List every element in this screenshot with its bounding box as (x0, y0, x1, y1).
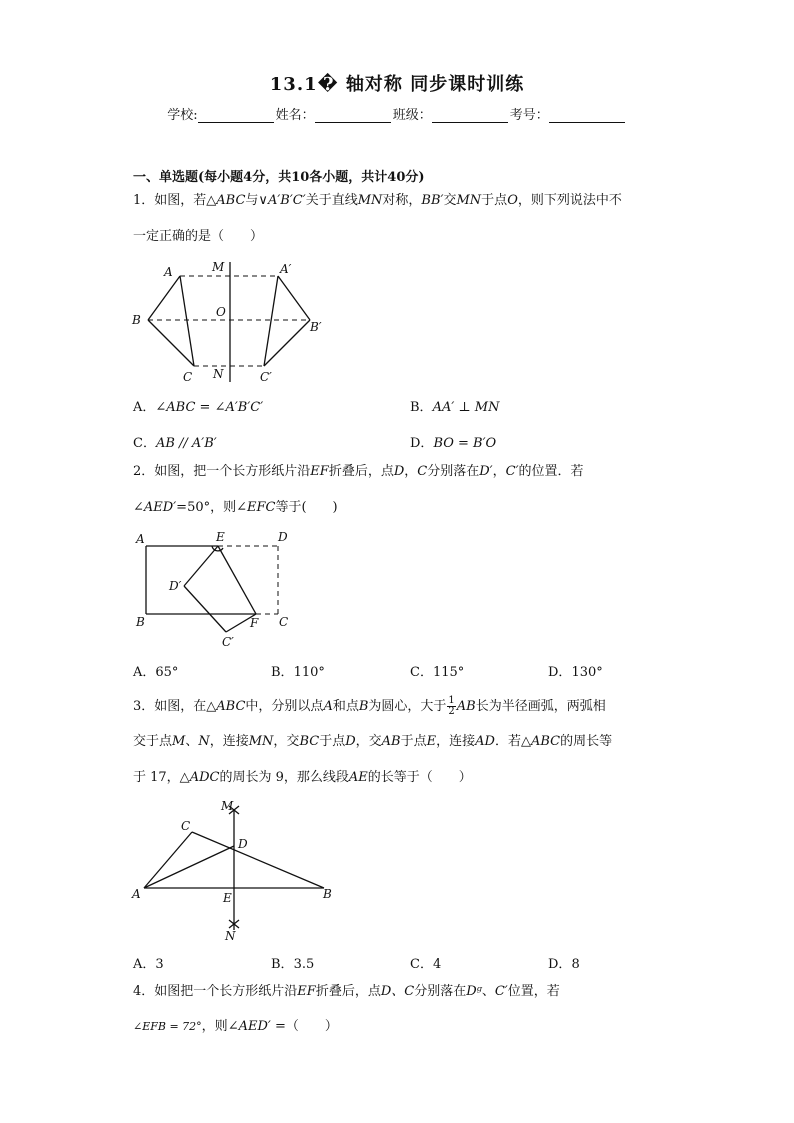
label-M: M (221, 799, 234, 813)
q2-option-d[interactable]: D．130° (548, 665, 603, 680)
label-C: C (183, 370, 193, 384)
q3-option-a[interactable]: A．3 (133, 957, 164, 972)
label-B: B (132, 313, 141, 327)
exam-no-label: 考号： (509, 108, 549, 123)
section-heading: 一、单选题(每小题4分，共10各小题，共计40分) (133, 170, 425, 185)
q2-option-c[interactable]: C．115° (410, 665, 465, 680)
q1-option-c[interactable]: C．AB // A′B′ (133, 436, 217, 451)
fraction-half: $\frac{1}{2}$ (448, 695, 455, 717)
exam-no-field[interactable] (549, 110, 625, 123)
q3-stem-line2: 交于点M、N，连接MN，交BC于点D，交AB于点E，连接AD．若△ABC的周长等 (133, 734, 613, 749)
school-label: 学校: (167, 108, 198, 123)
name-field[interactable] (315, 110, 391, 123)
page-title: 13.1� 轴对称 同步课时训练 (269, 74, 525, 95)
label-D: D (238, 837, 248, 851)
label-D: D (278, 530, 288, 544)
label-A: A (164, 265, 173, 279)
q3-option-c[interactable]: C．4 (410, 957, 442, 972)
q1-option-a[interactable]: A．∠ABC = ∠A′B′C′ (133, 400, 264, 415)
q2-figure (128, 528, 303, 653)
label-B: B (323, 887, 332, 901)
label-A-prime: A′ (280, 262, 292, 276)
class-field[interactable] (432, 110, 508, 123)
label-E: E (223, 891, 232, 905)
q3-stem-line3: 于 17，△ADC的周长为 9，那么线段AE的长等于（ ） (133, 770, 472, 785)
label-C-prime: C′ (260, 370, 272, 384)
name-label: 姓名： (275, 108, 315, 123)
q1-option-b[interactable]: B．AA′ ⊥ MN (410, 400, 500, 415)
q3-option-b[interactable]: B．3.5 (271, 957, 315, 972)
label-A: A (132, 887, 141, 901)
q4-stem-line2: ∠EFB = 72°，则∠AED′ =（ ） (133, 1019, 338, 1034)
school-field[interactable] (198, 110, 274, 123)
label-M: M (212, 260, 225, 274)
label-D-prime: D′ (169, 579, 182, 593)
q2-stem-line2: ∠AED′=50°，则∠EFC等于( ) (133, 500, 338, 515)
label-C: C (279, 615, 289, 629)
q1-stem-line1: 1．如图，若△ABC与∨A′B′C′关于直线MN对称，BB′交MN于点O，则下列说法中不 (133, 193, 622, 208)
label-N: N (225, 929, 236, 943)
label-B: B (136, 615, 145, 629)
label-O: O (216, 305, 226, 319)
label-B-prime: B′ (310, 320, 322, 334)
label-F: F (250, 616, 259, 630)
label-E: E (216, 530, 225, 544)
class-label: 班级： (392, 108, 432, 123)
q3-option-d[interactable]: D．8 (548, 957, 580, 972)
q3-stem-line1: 3．如图，在△ABC中，分别以点A和点B为圆心，大于 $\frac{1}{2}$ AB长为半径画弧，两弧相 (133, 695, 606, 717)
label-N: N (213, 367, 224, 381)
q3-figure (128, 798, 343, 946)
label-C: C (181, 819, 191, 833)
q1-stem-line2: 一定正确的是（ ） (133, 229, 264, 244)
q2-option-b[interactable]: B．110° (271, 665, 325, 680)
q2-stem-line1: 2．如图，把一个长方形纸片沿EF折叠后，点D，C分别落在D′，C′的位置．若 (133, 464, 584, 479)
q1-option-d[interactable]: D．BO = B′O (410, 436, 497, 451)
q1-figure (128, 258, 328, 386)
student-info-line (0, 104, 794, 123)
q4-stem-line1: 4．如图把一个长方形纸片沿EF折叠后，点D、C分别落在Dᵍ、C′位置，若 (133, 984, 560, 999)
label-A: A (136, 532, 145, 546)
q2-option-a[interactable]: A．65° (133, 665, 179, 680)
label-C-prime: C′ (222, 635, 234, 649)
